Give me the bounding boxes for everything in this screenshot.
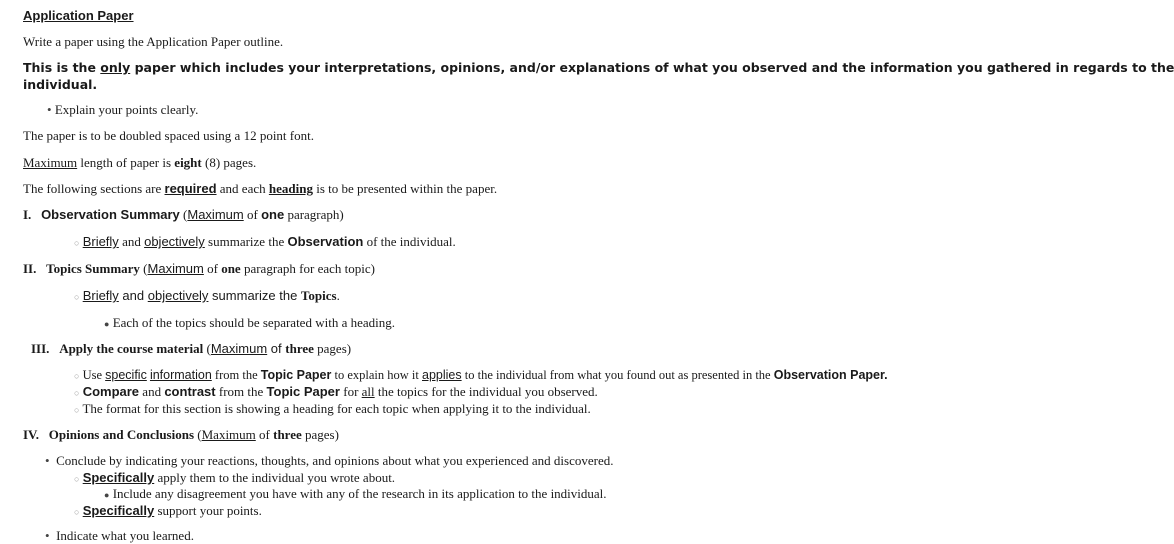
section-4-heading: IV. Opinions and Conclusions (Maximum of three pages) xyxy=(23,427,339,442)
bullet-icon: • xyxy=(45,453,50,468)
section-3-item-2: ○ Compare and contrast from the Topic Paper for all the topics for the individual you observed. xyxy=(74,384,598,399)
spacing-line: The paper is to be doubled spaced using a 12 point font. xyxy=(23,128,314,143)
emphasis-line-2: individual. xyxy=(23,77,98,92)
section-4-item-5: • Indicate what you learned. xyxy=(45,528,194,543)
sections-required-line: The following sections are required and each heading is to be presented within the paper. xyxy=(23,181,498,196)
section-3-item-1: ○ Use specific information from the Topic Paper to explain how it applies to the individual from what you found out as presented in the Observation Paper. xyxy=(74,368,888,382)
bullet-icon: • xyxy=(47,102,52,117)
section-4-item-4: ○ Specifically support your points. xyxy=(74,503,262,518)
bullet-icon: ○ xyxy=(74,474,80,484)
bullet-icon: ○ xyxy=(74,238,80,248)
section-3-heading: III. Apply the course material (Maximum of three pages) xyxy=(31,341,352,356)
section-2-subitem: ● Each of the topics should be separated with a heading. xyxy=(104,315,395,330)
section-2-item: ○ Briefly and objectively summarize the Topics. xyxy=(74,288,340,303)
section-3-item-3: ○ The format for this section is showing a heading for each topic when applying it to the individual. xyxy=(74,401,591,416)
section-4-item-3: ● Include any disagreement you have with any of the research in its application to the individual. xyxy=(104,486,607,501)
section-4-item-1: • Conclude by indicating your reactions, thoughts, and opinions about what you experienced and discovered. xyxy=(45,453,614,468)
bullet-icon: ○ xyxy=(74,292,80,302)
bullet-icon: ○ xyxy=(74,405,80,415)
bullet-icon: ○ xyxy=(74,507,80,517)
section-1-item: ○ Briefly and objectively summarize the Observation of the individual. xyxy=(74,234,456,249)
document-title: Application Paper xyxy=(23,8,134,23)
bullet-icon: • xyxy=(45,528,50,543)
bullet-icon: ● xyxy=(104,319,110,329)
bullet-icon: ○ xyxy=(74,371,80,381)
section-2-heading: II. Topics Summary (Maximum of one paragraph for each topic) xyxy=(23,261,375,276)
bullet-icon: ○ xyxy=(74,388,80,398)
intro-line: Write a paper using the Application Paper outline. xyxy=(23,34,284,49)
explain-bullet: • Explain your points clearly. xyxy=(47,102,199,117)
section-4-item-2: ○ Specifically apply them to the individual you wrote about. xyxy=(74,470,396,485)
max-length-line: Maximum length of paper is eight (8) pages. xyxy=(23,155,257,170)
section-1-heading: I. Observation Summary (Maximum of one paragraph) xyxy=(23,207,344,222)
bullet-icon: ● xyxy=(104,490,110,500)
emphasis-line-1: This is the only paper which includes your interpretations, opinions, and/or explanations of what you observed and the information you gathered in regards to the xyxy=(23,60,1174,75)
